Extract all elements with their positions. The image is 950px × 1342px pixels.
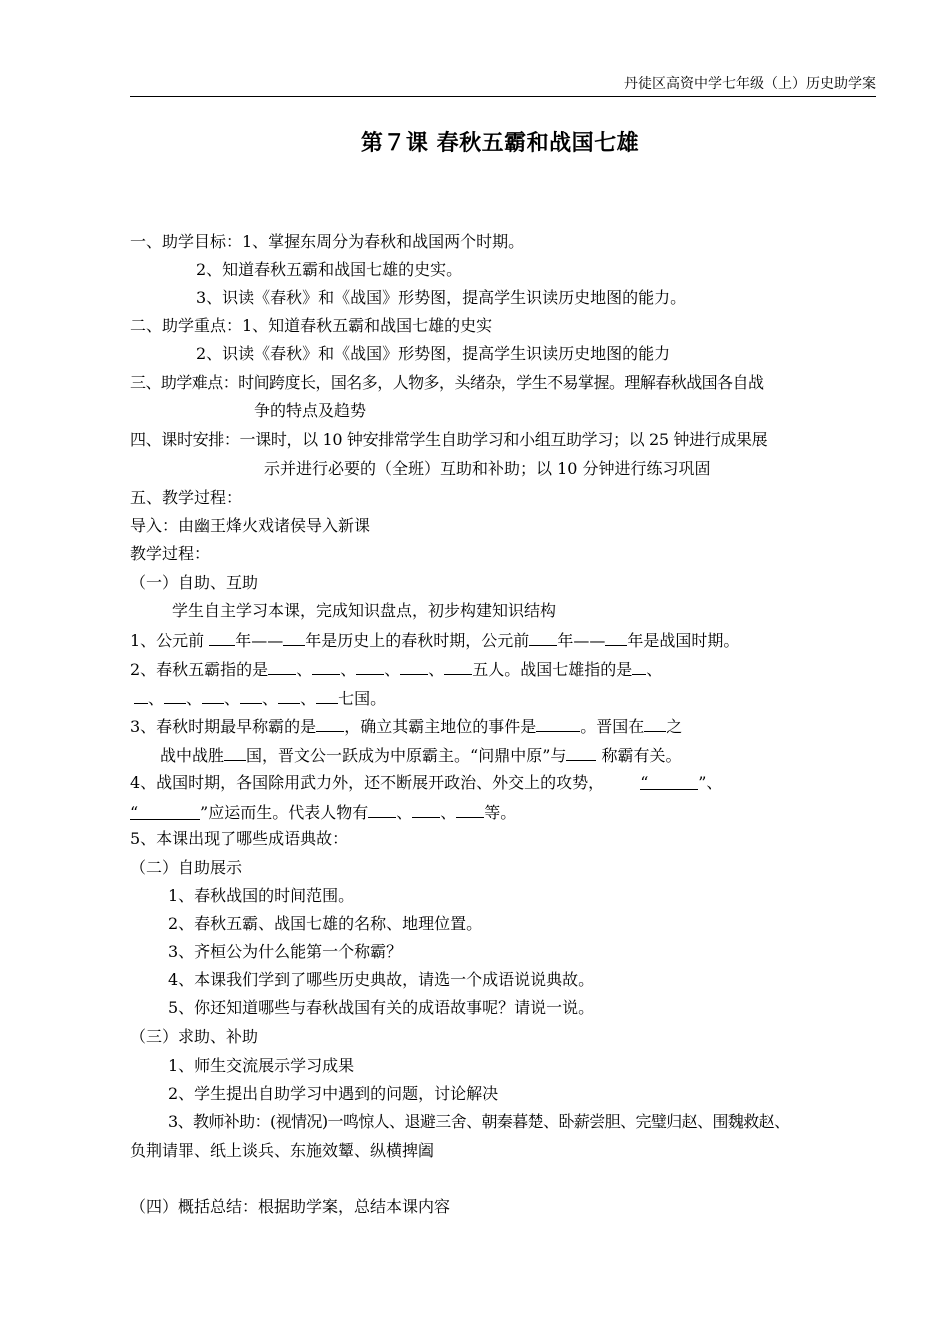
fill-blank[interactable]: “: [130, 802, 200, 820]
schedule-line-1: 四、课时安排：一课时，以 10 钟安排常学生自助学习和小组互助学习；以 25 钟进行成果展: [130, 430, 768, 449]
fill-blank[interactable]: [316, 714, 344, 732]
question-2-line-2: 、 、 、 、 、 七国。: [134, 686, 386, 710]
question-5: 5、本课出现了哪些成语典故：: [130, 829, 349, 848]
fill-blank[interactable]: [456, 800, 484, 818]
fill-blank[interactable]: [312, 657, 340, 675]
fill-blank[interactable]: [164, 686, 186, 704]
fill-blank[interactable]: [400, 657, 428, 675]
fill-blank[interactable]: [278, 686, 300, 704]
fill-blank[interactable]: [202, 686, 224, 704]
focus-line-1: 二、助学重点：1、知道春秋五霸和战国七雄的史实: [130, 316, 493, 335]
fill-blank[interactable]: [268, 657, 296, 675]
fill-blank[interactable]: [283, 628, 305, 646]
fill-blank[interactable]: [444, 657, 472, 675]
fill-blank[interactable]: [356, 657, 384, 675]
section-4-heading: （四）概括总结：根据助学案，总结本课内容: [130, 1197, 451, 1216]
fill-blank[interactable]: [368, 800, 396, 818]
fill-blank[interactable]: [209, 628, 235, 646]
fill-blank[interactable]: “: [640, 772, 698, 790]
fill-blank[interactable]: [412, 800, 440, 818]
question-1: 1、公元前 年—— 年是历史上的春秋时期，公元前 年—— 年是战国时期。: [130, 628, 739, 652]
header-rule: [130, 96, 876, 97]
section-3-item: 3、教师补助：(视情况)一鸣惊人、退避三舍、朝秦暮楚、卧薪尝胆、完璧归赵、围魏救赵、: [168, 1112, 790, 1131]
section-2-item: 4、本课我们学到了哪些历史典故，请选一个成语说说典故。: [168, 970, 595, 989]
lesson-title: 第７课 春秋五霸和战国七雄: [360, 130, 640, 156]
question-3-line-2: 战中战胜 国，晋文公一跃成为中原霸主。“问鼎中原”与 称霸有关。: [160, 743, 681, 767]
goals-line-1: 一、助学目标：1、掌握东周分为春秋和战国两个时期。: [130, 232, 525, 251]
section-2-item: 3、齐桓公为什么能第一个称霸？: [168, 942, 403, 961]
fill-blank[interactable]: [240, 686, 262, 704]
difficulty-line-1: 三、助学难点：时间跨度长，国名多，人物多，头绪杂，学生不易掌握。理解春秋战国各自战: [130, 373, 764, 392]
fill-blank[interactable]: [529, 628, 557, 646]
process-heading: 五、教学过程：: [130, 488, 243, 507]
fill-blank[interactable]: [644, 714, 666, 732]
fill-blank[interactable]: [566, 743, 596, 761]
fill-blank[interactable]: [224, 743, 246, 761]
section-3-item: 2、学生提出自助学习中遇到的问题，讨论解决: [168, 1084, 499, 1103]
section-2-item: 1、春秋战国的时间范围。: [168, 886, 355, 905]
fill-blank[interactable]: [632, 657, 646, 675]
intro-line: 导入：由幽王烽火戏诸侯导入新课: [130, 516, 371, 535]
fill-blank[interactable]: [536, 714, 580, 732]
difficulty-line-2: 争的特点及趋势: [254, 401, 367, 420]
section-1-heading: （一）自助、互助: [130, 573, 259, 592]
goals-line-3: 3、识读《春秋》和《战国》形势图，提高学生识读历史地图的能力。: [196, 288, 687, 307]
question-3-line-1: 3、春秋时期最早称霸的是 ，确立其霸主地位的事件是 。晋国在 之: [130, 714, 682, 738]
section-2-heading: （二）自助展示: [130, 858, 243, 877]
page-header: 丹徒区高资中学七年级（上）历史助学案: [624, 76, 876, 92]
question-4-line-1: 4、战国时期，各国除用武力外，还不断展开政治、外交上的攻势， “ ”、: [130, 773, 723, 792]
section-2-item: 5、你还知道哪些与春秋战国有关的成语故事呢？请说一说。: [168, 998, 595, 1017]
process-label: 教学过程：: [130, 544, 211, 563]
section-1-desc: 学生自主学习本课，完成知识盘点，初步构建知识结构: [172, 601, 557, 620]
section-2-item: 2、春秋五霸、战国七雄的名称、地理位置。: [168, 914, 483, 933]
fill-blank[interactable]: [605, 628, 627, 646]
section-3-item: 1、师生交流展示学习成果: [168, 1056, 355, 1075]
section-3-heading: （三）求助、补助: [130, 1027, 259, 1046]
focus-line-2: 2、识读《春秋》和《战国》形势图，提高学生识读历史地图的能力: [196, 344, 671, 363]
goals-line-2: 2、知道春秋五霸和战国七雄的史实。: [196, 260, 463, 279]
fill-blank[interactable]: [134, 686, 148, 704]
schedule-line-2: 示并进行必要的（全班）互助和补助；以 10 分钟进行练习巩固: [264, 459, 711, 478]
question-4-line-2: “ ”应运而生。代表人物有 、 、 等。: [130, 800, 516, 824]
question-2-line-1: 2、春秋五霸指的是 、 、 、 、 五人。战国七雄指的是 、: [130, 657, 662, 681]
section-3-item-continued: 负荆请罪、纸上谈兵、东施效颦、纵横捭阖: [130, 1141, 435, 1160]
fill-blank[interactable]: [316, 686, 338, 704]
